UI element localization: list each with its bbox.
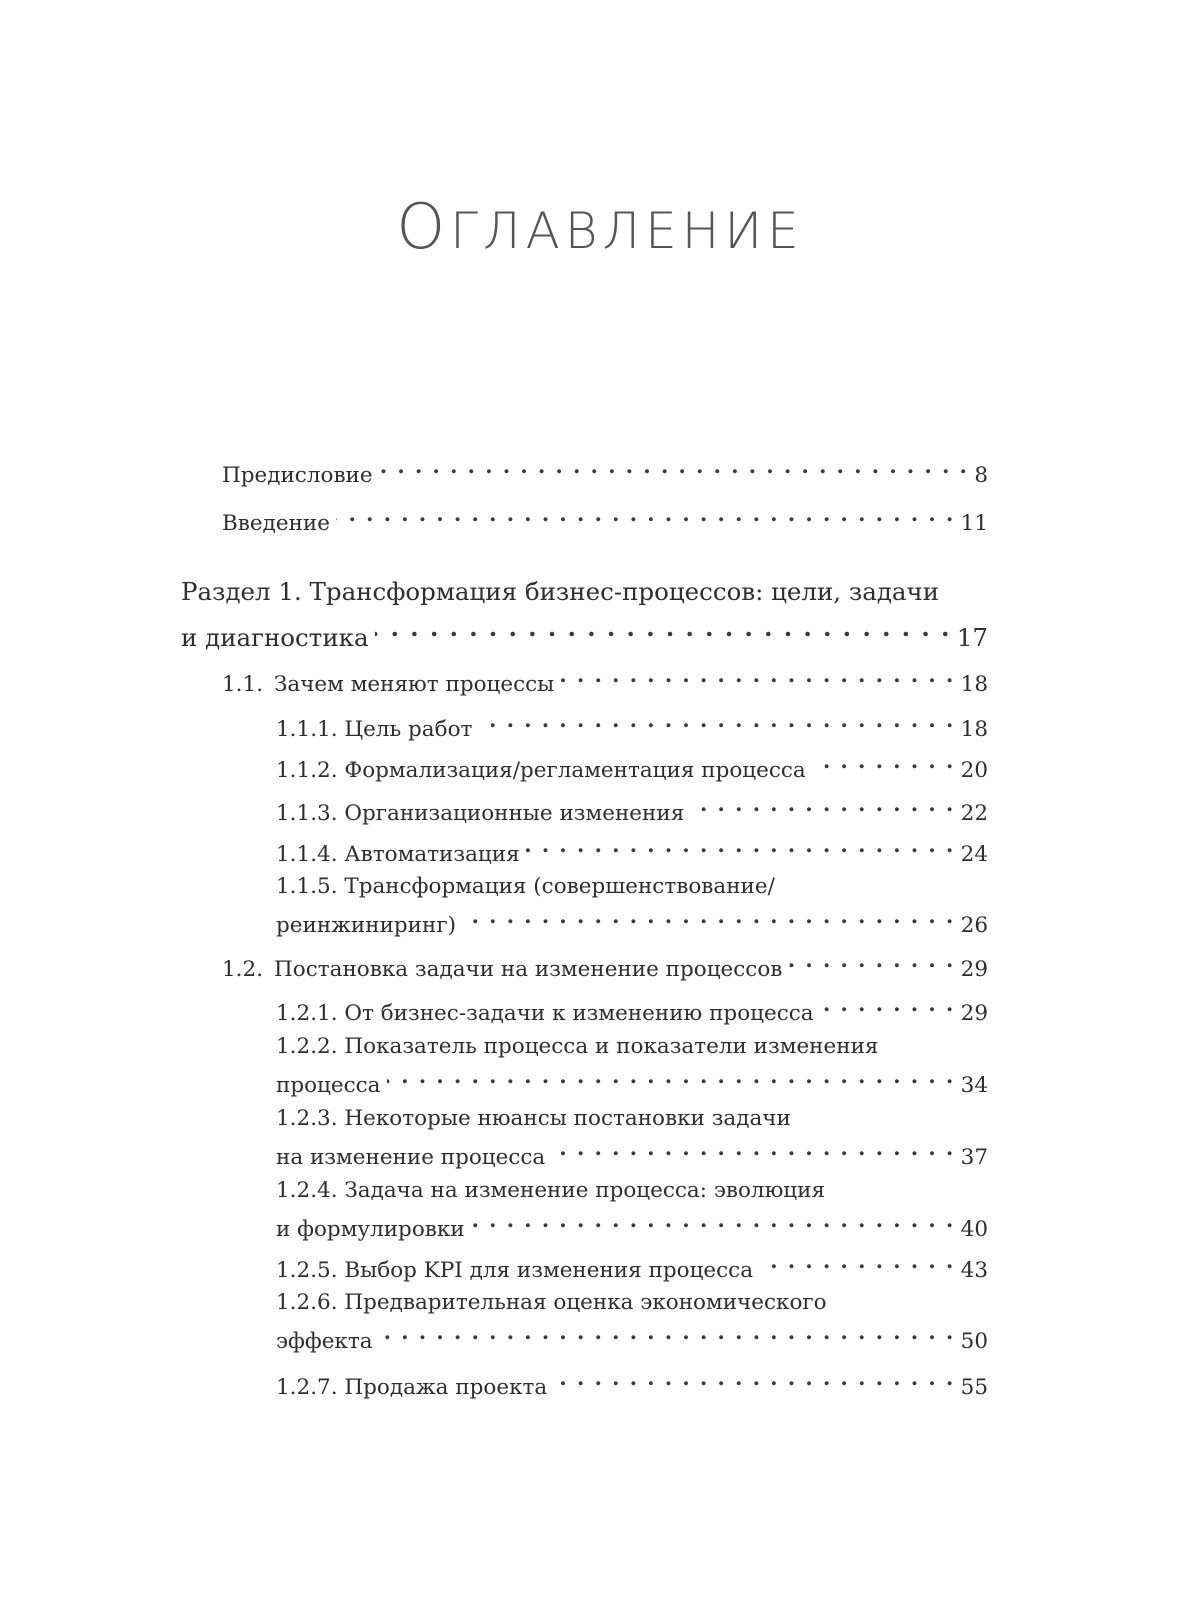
toc-entry-label: 1.1.3. Организационные изменения — [276, 801, 685, 826]
toc-entry-1-1-2[interactable] — [276, 747, 988, 786]
toc-page-number: 20 — [960, 758, 988, 783]
toc-entry-label: Постановка задачи на изменение процессов — [274, 957, 783, 982]
toc-entry-1-2-7[interactable] — [276, 1364, 988, 1403]
toc-section-number: 1.2. — [222, 957, 264, 982]
toc-entry-label-line1: 1.2.2. Показатель процесса и показатели изменения — [276, 1034, 879, 1059]
toc-entry-label: Введение — [222, 511, 330, 536]
toc-page-number: 55 — [960, 1375, 988, 1400]
toc-entry-label-line2: и формулировки — [276, 1217, 465, 1242]
dot-leader — [551, 1134, 954, 1164]
toc-page-number: 43 — [960, 1258, 988, 1283]
title-rest: ГЛАВЛЕНИЕ — [450, 202, 804, 260]
toc-page-number: 34 — [960, 1073, 988, 1098]
toc-entry-section-1[interactable] — [181, 574, 988, 656]
toc-entry-label: 1.2.1. От бизнес-задачи к изменению процесса — [276, 1001, 814, 1026]
toc-page-number: 18 — [960, 672, 988, 697]
title-first-letter: О — [396, 190, 451, 263]
dot-leader — [759, 1247, 955, 1277]
toc-entry-1-1-1[interactable] — [276, 706, 988, 745]
dot-leader — [375, 610, 951, 646]
toc-page-number: 8 — [974, 463, 988, 488]
toc-page-number: 11 — [960, 511, 988, 536]
dot-leader — [820, 990, 955, 1020]
toc-entry-1-2-4[interactable] — [276, 1176, 988, 1245]
toc-entry-intro[interactable] — [222, 500, 988, 539]
toc-entry-label-line2: на изменение процесса — [276, 1145, 546, 1170]
toc-entry-label-line2: процесса — [276, 1073, 381, 1098]
toc-page-number: 24 — [960, 842, 988, 867]
toc-entry-label: Зачем меняют процессы — [274, 672, 555, 697]
toc-entry-1-1-3[interactable] — [276, 790, 988, 829]
toc-entry-label: 1.2.5. Выбор KPI для изменения процесса — [276, 1258, 754, 1283]
dot-leader — [336, 500, 955, 530]
toc-entry-1-1[interactable] — [222, 661, 988, 700]
toc-page-number: 22 — [960, 801, 988, 826]
toc-entry-1-2-2[interactable] — [276, 1032, 988, 1101]
toc-page-number: 40 — [960, 1217, 988, 1242]
toc-entry-label: 1.1.2. Формализация/регламентация процесса — [276, 758, 806, 783]
toc-entry-label: 1.2.7. Продажа проекта — [276, 1375, 548, 1400]
dot-leader — [471, 1206, 955, 1236]
toc-page-number: 29 — [960, 1001, 988, 1026]
toc-section-number: 1.1. — [222, 672, 264, 697]
toc-entry-label-line1: 1.2.4. Задача на изменение процесса: эволюция — [276, 1178, 826, 1203]
toc-entry-1-2-5[interactable] — [276, 1247, 988, 1286]
dot-leader — [553, 1364, 954, 1394]
toc-page-number: 37 — [960, 1145, 988, 1170]
toc-page-number: 26 — [960, 913, 988, 938]
dot-leader — [379, 452, 969, 482]
toc-entry-label: 1.1.1. Цель работ — [276, 717, 473, 742]
toc-entry-1-2-6[interactable] — [276, 1288, 988, 1357]
toc-page-number: 18 — [960, 717, 988, 742]
dot-leader — [690, 790, 954, 820]
dot-leader — [462, 902, 955, 932]
toc-entry-label-line2: эффекта — [276, 1329, 373, 1354]
toc-entry-1-2-3[interactable] — [276, 1104, 988, 1173]
dot-leader — [478, 706, 954, 736]
toc-entry-preface[interactable] — [222, 452, 988, 491]
page-title — [0, 190, 1200, 263]
toc-entry-1-2[interactable] — [222, 946, 988, 985]
toc-entry-1-1-4[interactable] — [276, 831, 988, 870]
dot-leader — [560, 661, 954, 691]
toc-page-number: 17 — [956, 623, 988, 652]
toc-entry-label-line1: 1.2.3. Некоторые нюансы постановки задачи — [276, 1106, 791, 1131]
toc-entry-1-2-1[interactable] — [276, 990, 988, 1029]
dot-leader — [526, 831, 955, 861]
dot-leader — [788, 946, 954, 976]
toc-page-number: 29 — [960, 957, 988, 982]
dot-leader — [379, 1318, 955, 1348]
toc-entry-1-1-5[interactable] — [276, 872, 988, 941]
toc-entry-label-line2: и диагностика — [181, 623, 369, 652]
toc-entry-label: 1.1.4. Автоматизация — [276, 842, 520, 867]
dot-leader — [387, 1062, 955, 1092]
dot-leader — [812, 747, 955, 777]
toc-page-number: 50 — [960, 1329, 988, 1354]
toc-entry-label-line1: Раздел 1. Трансформация бизнес-процессов: цели, задачи — [181, 577, 940, 606]
toc-entry-label: Предисловие — [222, 463, 373, 488]
toc-entry-label-line1: 1.2.6. Предварительная оценка экономического — [276, 1290, 827, 1315]
toc-entry-label-line2: реинжиниринг) — [276, 913, 456, 938]
toc-entry-label-line1: 1.1.5. Трансформация (совершенствование/ — [276, 874, 775, 899]
